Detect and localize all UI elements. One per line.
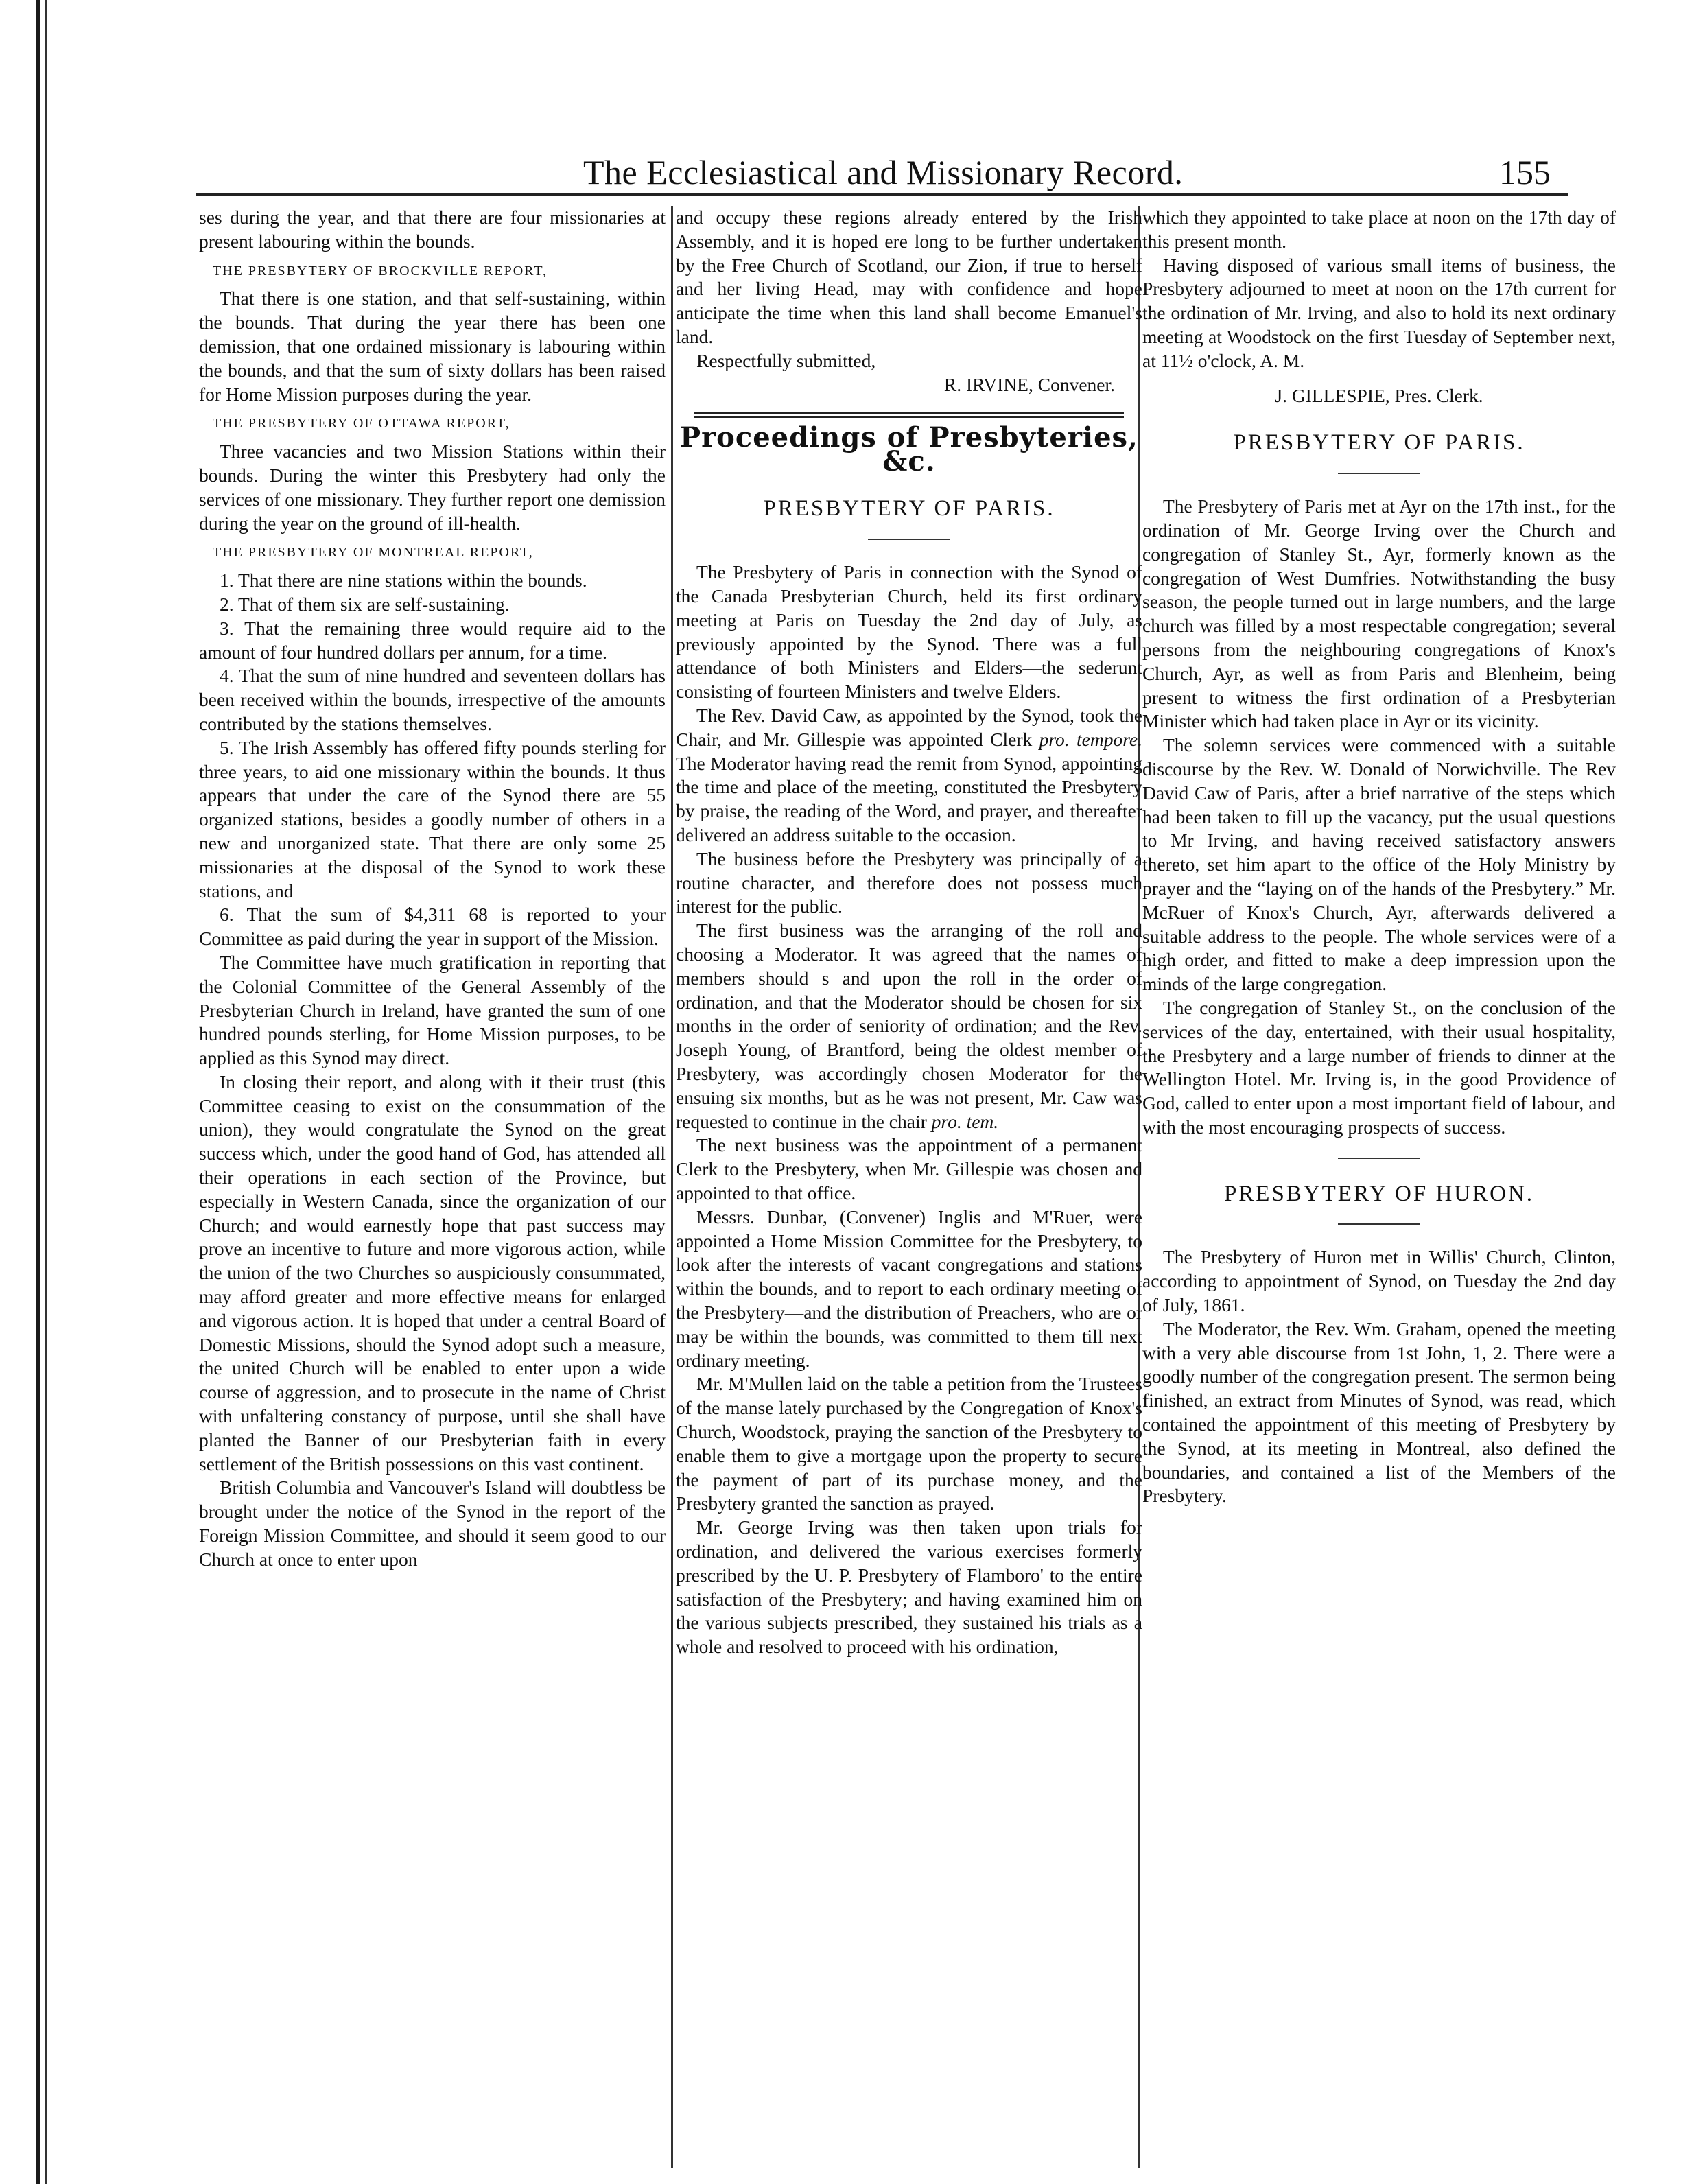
- paragraph: Having disposed of various small items of business, the Presbytery adjourned to meet at noon on the 17th current for the ordination of Mr. Irving, and also to hold its next ordinary meeting at Woodstock on the first Tuesday of September next, at 11½ o'clock, A. M.: [1142, 254, 1616, 371]
- subheading-brockville: THE PRESBYTERY OF BROCKVILLE REPORT,: [213, 263, 548, 279]
- list-item: 1. That there are nine stations within the bounds.: [220, 570, 587, 591]
- paragraph: The solemn services were commenced with a suitable discourse by the Rev. W. Donald of Norwichville. The Rev David Caw of Paris, after a brief narrative of the steps which had been taken to fill up the vacancy, put the usual questions to Mr Irving, and having received satisfactory answers thereto, set him apart to the office of the Holy Ministry by prayer and the “laying on of the hands of the Presbytery.” Mr. McRuer of Knox's Church, Ayr, afterwards delivered a suitable address to the people. The whole services were of a high order, and fitted to make a deep impression upon the minds of the large congregation.: [1142, 734, 1616, 995]
- paragraph: ses during the year, and that there are four missionaries at present labouring within the bounds.: [199, 207, 666, 252]
- paragraph: Mr. George Irving was then taken upon trials for ordination, and delivered the various exercises formerly prescribed by the U. P. Presbytery of Flamboro' to the entire satisfaction of the Presbytery; and having examined him on the various subjects prescribed, they sustained his trials as a whole and resolved to proceed with his ordination,: [676, 1516, 1142, 1658]
- text-span: The Moderator having read the remit from Synod, appointing the time and place of the meeting, constituted the Presbytery by praise, the reading of the Word, and prayer, and thereafter delivered an address suitable to the occasion.: [676, 752, 1142, 846]
- paragraph: In closing their report, and along with it their trust (this Committee ceasing to exist on the consummation of the union), they would congratulate the Synod on the great success which, under the good hand of God, has attended all their operations in each section of the Province, but especially in Western Canada, since the organization of our Church; and would earnestly hope that past success may prove an incentive to future and more vigorous action, while the union of the two Churches so auspiciously consummated, may afford greater and more effective means for enlarged and vigorous action. It is hoped that under a central Board of Domestic Missions, should the Synod adopt such a measure, the united Church will be enabled to enter upon a wide course of aggression, and to prosecute in the name of Christ with unfaltering constancy of purpose, until she shall have planted the Banner of our Presbyterian faith in every settlement of the British possessions on this vast continent.: [199, 1070, 666, 1475]
- section-rule-thin: [694, 416, 1124, 418]
- page-number: 155: [1499, 153, 1551, 191]
- article-title-paris: PRESBYTERY OF PARIS.: [1233, 430, 1525, 456]
- paragraph: Messrs. Dunbar, (Convener) Inglis and M'Ruer, were appointed a Home Mission Committee for the Presbytery, to look after the interests of vacant congregations and stations within the bounds, and to report to each ordinary meeting of the Presbytery—and the distribution of Preachers, who are or may be within the bounds, was committed to them till next ordinary meeting.: [676, 1206, 1142, 1371]
- binding-rule-thin: [45, 0, 47, 2184]
- paragraph: Mr. M'Mullen laid on the table a petition from the Trustees of the manse lately purchased by the Congregation of Knox's Church, Woodstock, praying the sanction of the Presbytery to enable them to give a mortgage upon the property to secure the payment of part of its purchase money, and the Presbytery granted the sanction as prayed.: [676, 1373, 1142, 1514]
- text-span: The first business was the arranging of the roll and choosing a Moderator. It was agreed that the names of members should s and upon the roll in the order of ordination, and that the Moderator should be chosen for six months in the order of seniority of ordination; and the Rev. Joseph Young, of Brantford, being the oldest member of Presbytery, was accordingly chosen Moderator for the ensuing six months, but as he was not present, Mr. Caw was requested to continue in the chair: [676, 919, 1142, 1132]
- short-rule: [868, 539, 950, 540]
- article-title-paris: PRESBYTERY OF PARIS.: [763, 496, 1055, 521]
- paragraph: The Presbytery of Paris in connection with the Synod of the Canada Presbyterian Church, held its first ordinary meeting at Paris on Tuesday the 2nd day of July, as previously appointed by the Synod. There was a full attendance of both Ministers and Elders—the sederunt consisting of fourteen Ministers and twelve Elders.: [676, 561, 1142, 703]
- paragraph: which they appointed to take place at noon on the 17th day of this present month.: [1142, 207, 1616, 252]
- paragraph: The congregation of Stanley St., on the conclusion of the services of the day, entertained, with their usual hospitality, the Presbytery and a large number of friends to dinner at the Wellington Hotel. Mr. Irving is, in the good Providence of God, called to enter upon a most important field of labour, and with the most encouraging prospects of success.: [1142, 996, 1616, 1138]
- paragraph: Three vacancies and two Mission Stations within their bounds. During the winter this Presbytery had only the services of one missionary. They further report one demission during the year on the ground of ill-health.: [199, 441, 666, 534]
- paragraph: The business before the Presbytery was principally of a routine character, and therefore does not possess much interest for the public.: [676, 847, 1142, 917]
- paragraph: British Columbia and Vancouver's Island will doubtless be brought under the notice of the Synod in the report of the Foreign Mission Committee, and should it seem good to our Church at once to enter upon: [199, 1477, 666, 1570]
- subheading-montreal: THE PRESBYTERY OF MONTREAL REPORT,: [213, 545, 534, 561]
- section-rule: [694, 412, 1124, 414]
- paragraph: The Committee have much gratification in reporting that the Colonial Committee of the General Assembly of the Presbyterian Church in Ireland, have granted the sum of one hundred pounds sterling, for Home Mission purposes, to be applied as this Synod may direct.: [199, 951, 666, 1069]
- list-item: 4. That the sum of nine hundred and seventeen dollars has been received within the bounds, irrespective of the amounts contributed by the stations themselves.: [199, 665, 666, 734]
- list-item: 6. That the sum of $4,311 68 is reported to your Committee as paid during the year in support of the Mission.: [199, 904, 666, 950]
- section-heading: Proceedings of Presbyteries, &c.: [680, 421, 1138, 478]
- text-span: The Rev. David Caw, as appointed by the Synod, took the Chair, and Mr. Gillespie was appointed Clerk: [676, 705, 1142, 750]
- subheading-ottawa: THE PRESBYTERY OF OTTAWA REPORT,: [213, 416, 510, 432]
- column-rule-1: [671, 206, 673, 2168]
- column-3: [1142, 206, 1616, 2168]
- journal-title: The Ecclesiastical and Missionary Record.: [583, 153, 1184, 191]
- list-item: 2. That of them six are self-sustaining.: [220, 593, 510, 615]
- ornament-rule: [1338, 1158, 1420, 1159]
- paragraph: [676, 919, 1142, 1134]
- paragraph: The Presbytery of Paris met at Ayr on the 17th inst., for the ordination of Mr. George Irving over the Church and congregation of Stanley St., Ayr, formerly known as the congregation of West Dumfries. Notwithstanding the busy season, the people turned out in large numbers, and the large church was filled by a most respectable congregation; several persons from the neighbouring congregations of Knox's Church, Ayr, as well as from Paris and Blenheim, being present to witness the first ordination of a Presbyterian Minister which had taken place in Ayr or its vicinity.: [1142, 495, 1616, 732]
- paragraph: That there is one station, and that self-sustaining, within the bounds. That during the year there has been one demission, that one ordained missionary is labouring within the bounds, and that the sum of sixty dollars has been raised for Home Mission purposes during the year.: [199, 287, 666, 405]
- paragraph: The next business was the appointment of a permanent Clerk to the Presbytery, when Mr. Gillespie was chosen and appointed to that office.: [676, 1134, 1142, 1203]
- italic-text: pro. tem.: [931, 1110, 999, 1132]
- article-title-huron: PRESBYTERY OF HURON.: [1223, 1181, 1535, 1206]
- column-1: [199, 206, 666, 2168]
- paragraph: The Presbytery of Huron met in Willis' Church, Clinton, according to appointment of Synod, on Tuesday the 2nd day of July, 1861.: [1142, 1246, 1616, 1316]
- italic-text: pro. tempore.: [1039, 728, 1142, 750]
- list-item: 3. That the remaining three would require aid to the amount of four hundred dollars per annum, for a time.: [199, 617, 666, 663]
- list-item: 5. The Irish Assembly has offered fifty pounds sterling for three years, to aid one missionary within the bounds. It thus appears that under the care of the Synod there are 55 organized stations, besides a goodly number of others in a new and unorganized state. That there are only some 25 missionaries at the disposal of the Synod to work these stations, and: [199, 736, 666, 902]
- signature: R. IRVINE, Convener.: [943, 373, 1115, 395]
- column-2: [676, 206, 1142, 2168]
- paragraph: and occupy these regions already entered by the Irish Assembly, and it is hoped ere long to be further undertaken by the Free Church of Scotland, our Zion, if true to herself and her living Head, may with confidence and hope anticipate the time when this land shall become Emanuel's land.: [676, 207, 1142, 347]
- header-rule: [196, 193, 1568, 196]
- short-rule: [1338, 473, 1420, 474]
- binding-rule: [36, 0, 40, 2184]
- closing-line: Respectfully submitted,: [696, 349, 876, 371]
- signature: J. GILLESPIE, Pres. Clerk.: [1275, 384, 1483, 406]
- paragraph: The Moderator, the Rev. Wm. Graham, opened the meeting with a very able discourse from 1st John, 1, 2. There were a goodly number of the congregation present. The sermon being finished, an extract from Minutes of Synod, was read, which contained the appointment of this meeting of Presbytery by the Synod, at its meeting in Montreal, also defined the boundaries, and contained a list of the Members of the Presbytery.: [1142, 1317, 1616, 1507]
- short-rule: [1338, 1223, 1420, 1225]
- paragraph: [676, 704, 1142, 847]
